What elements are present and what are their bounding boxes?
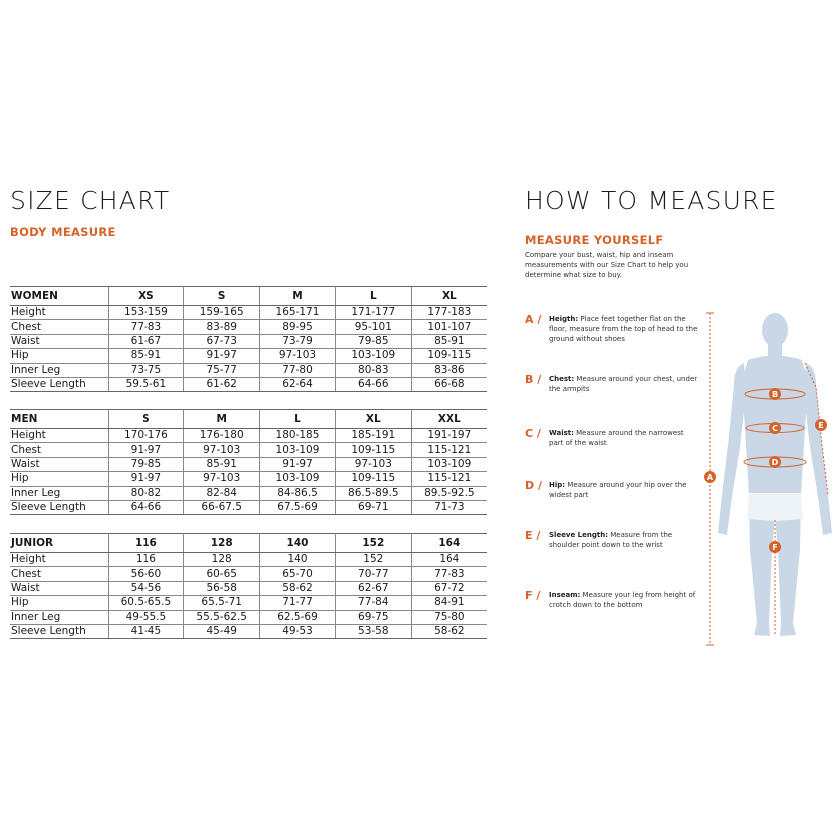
- measure-label: Height: [10, 429, 108, 443]
- table-row: [10, 349, 487, 363]
- measure-value: 109-115: [335, 472, 411, 486]
- measure-value: 61-67: [108, 334, 184, 348]
- measure-value: 58-62: [260, 581, 336, 595]
- measure-value: 54-56: [108, 581, 184, 595]
- measure-label: Inner Leg: [10, 363, 108, 377]
- measure-step-f: [525, 590, 700, 610]
- measure-step-e: [525, 530, 700, 550]
- table-row: [10, 486, 487, 500]
- size-column-header: M: [184, 410, 260, 429]
- measure-value: 71-77: [260, 596, 336, 610]
- measure-intro-text: Compare your bust, waist, hip and inseam measurements with our Size Chart to help you determine what size to buy.: [525, 251, 689, 279]
- marker-label: D: [771, 458, 779, 467]
- measure-value: 66-68: [411, 377, 487, 391]
- measure-value: 165-171: [260, 306, 336, 320]
- size-column-header: 140: [260, 534, 336, 553]
- measure-value: 159-165: [184, 306, 260, 320]
- size-column-header: M: [260, 287, 336, 306]
- table-header-row: [10, 410, 487, 429]
- table-group-label: MEN: [10, 410, 108, 429]
- marker-f: [769, 541, 781, 553]
- measure-value: 80-83: [335, 363, 411, 377]
- step-description: Measure your leg from height of crotch down to the bottom: [549, 591, 696, 609]
- table-row: [10, 596, 487, 610]
- measure-value: 62.5-69: [260, 610, 336, 624]
- measure-value: 64-66: [108, 500, 184, 514]
- measure-value: 41-45: [108, 624, 184, 638]
- measure-value: 67-72: [411, 581, 487, 595]
- measure-value: 91-97: [260, 457, 336, 471]
- measure-value: 69-71: [335, 500, 411, 514]
- measure-label: Hip: [10, 596, 108, 610]
- measure-value: 101-107: [411, 320, 487, 334]
- step-letter: C /: [525, 427, 541, 440]
- marker-b: [769, 388, 781, 400]
- measure-value: 55.5-62.5: [184, 610, 260, 624]
- measure-label: Hip: [10, 472, 108, 486]
- measure-value: 170-176: [108, 429, 184, 443]
- measure-label: Waist: [10, 334, 108, 348]
- step-term: Waist:: [549, 429, 574, 437]
- women-size-table: [10, 286, 487, 392]
- marker-label: F: [772, 543, 778, 552]
- measure-value: 79-85: [335, 334, 411, 348]
- measure-label: Sleeve Length: [10, 500, 108, 514]
- table-header-row: [10, 534, 487, 553]
- step-text: [549, 530, 700, 550]
- step-text: [549, 590, 700, 610]
- step-letter: E /: [525, 529, 541, 542]
- step-text: [549, 428, 700, 448]
- measure-value: 64-66: [335, 377, 411, 391]
- measure-value: 91-97: [108, 443, 184, 457]
- table-row: [10, 457, 487, 471]
- step-description: Measure around the narrowest part of the waist: [549, 429, 684, 447]
- measure-value: 191-197: [411, 429, 487, 443]
- step-description: Place feet together flat on the floor, measure from the top of head to the ground without shoes: [549, 315, 698, 343]
- step-term: Sleeve Length:: [549, 531, 609, 539]
- step-term: Inseam:: [549, 591, 581, 599]
- marker-label: C: [772, 424, 778, 433]
- table-row: [10, 320, 487, 334]
- how-to-measure-title: HOW TO MEASURE: [525, 186, 778, 215]
- step-letter: F /: [525, 589, 541, 602]
- measure-label: Waist: [10, 581, 108, 595]
- step-description: Measure around your chest, under the armpits: [549, 375, 698, 393]
- step-letter: A /: [525, 313, 542, 326]
- measure-value: 58-62: [411, 624, 487, 638]
- measure-value: 84-86.5: [260, 486, 336, 500]
- step-description: Measure around your hip over the widest part: [549, 481, 687, 499]
- measure-step-b: [525, 374, 700, 394]
- marker-d: [769, 456, 781, 468]
- marker-e: [815, 419, 827, 431]
- measure-value: 152: [335, 553, 411, 567]
- measure-value: 83-86: [411, 363, 487, 377]
- measure-value: 83-89: [184, 320, 260, 334]
- measure-value: 103-109: [335, 349, 411, 363]
- measure-value: 73-79: [260, 334, 336, 348]
- step-term: Chest:: [549, 375, 575, 383]
- measure-value: 60-65: [184, 567, 260, 581]
- size-column-header: XL: [411, 287, 487, 306]
- measure-value: 115-121: [411, 443, 487, 457]
- measure-value: 84-91: [411, 596, 487, 610]
- measure-label: Chest: [10, 320, 108, 334]
- measure-value: 65.5-71: [184, 596, 260, 610]
- size-column-header: XL: [335, 410, 411, 429]
- measure-value: 115-121: [411, 472, 487, 486]
- measure-value: 153-159: [108, 306, 184, 320]
- measure-value: 103-109: [411, 457, 487, 471]
- table-row: [10, 363, 487, 377]
- size-column-header: 128: [184, 534, 260, 553]
- measure-value: 75-77: [184, 363, 260, 377]
- measure-value: 77-80: [260, 363, 336, 377]
- marker-c: [769, 422, 781, 434]
- measure-value: 180-185: [260, 429, 336, 443]
- measure-value: 86.5-89.5: [335, 486, 411, 500]
- measure-value: 75-80: [411, 610, 487, 624]
- measure-value: 70-77: [335, 567, 411, 581]
- size-chart-title: SIZE CHART: [10, 186, 171, 215]
- table-row: [10, 443, 487, 457]
- measure-value: 69-75: [335, 610, 411, 624]
- marker-a: [704, 471, 716, 483]
- measure-step-d: [525, 480, 700, 500]
- marker-label: A: [706, 473, 714, 482]
- measure-label: Sleeve Length: [10, 377, 108, 391]
- size-column-header: XXL: [411, 410, 487, 429]
- table-header-row: [10, 287, 487, 306]
- measure-value: 97-103: [260, 349, 336, 363]
- body-figure: [700, 305, 840, 650]
- measure-value: 89.5-92.5: [411, 486, 487, 500]
- measure-step-c: [525, 428, 700, 448]
- measure-value: 59.5-61: [108, 377, 184, 391]
- table-row: [10, 429, 487, 443]
- measure-value: 164: [411, 553, 487, 567]
- measure-value: 67-73: [184, 334, 260, 348]
- measure-value: 62-67: [335, 581, 411, 595]
- measure-value: 95-101: [335, 320, 411, 334]
- measure-value: 91-97: [184, 349, 260, 363]
- table-row: [10, 472, 487, 486]
- measure-value: 176-180: [184, 429, 260, 443]
- measure-label: Hip: [10, 349, 108, 363]
- measure-value: 85-91: [184, 457, 260, 471]
- measure-value: 79-85: [108, 457, 184, 471]
- measure-value: 97-103: [184, 472, 260, 486]
- size-column-header: L: [260, 410, 336, 429]
- measure-value: 62-64: [260, 377, 336, 391]
- size-column-header: 116: [108, 534, 184, 553]
- measure-label: Chest: [10, 443, 108, 457]
- briefs: [747, 493, 803, 521]
- measure-value: 67.5-69: [260, 500, 336, 514]
- measure-label: Chest: [10, 567, 108, 581]
- measure-value: 171-177: [335, 306, 411, 320]
- step-term: Hip:: [549, 481, 566, 489]
- table-row: [10, 624, 487, 638]
- step-letter: D /: [525, 479, 542, 492]
- table-row: [10, 553, 487, 567]
- size-column-header: S: [184, 287, 260, 306]
- body-measure-subtitle: BODY MEASURE: [10, 225, 116, 239]
- measure-value: 185-191: [335, 429, 411, 443]
- size-column-header: 152: [335, 534, 411, 553]
- measure-value: 109-115: [411, 349, 487, 363]
- measure-label: Sleeve Length: [10, 624, 108, 638]
- table-row: [10, 500, 487, 514]
- measure-value: 45-49: [184, 624, 260, 638]
- table-row: [10, 581, 487, 595]
- measure-value: 97-103: [335, 457, 411, 471]
- men-size-table: [10, 409, 487, 515]
- measure-value: 49-55.5: [108, 610, 184, 624]
- measure-value: 85-91: [411, 334, 487, 348]
- junior-size-table: [10, 533, 487, 639]
- measure-value: 85-91: [108, 349, 184, 363]
- measure-value: 91-97: [108, 472, 184, 486]
- table-row: [10, 567, 487, 581]
- measure-value: 65-70: [260, 567, 336, 581]
- table-group-label: WOMEN: [10, 287, 108, 306]
- measure-value: 140: [260, 553, 336, 567]
- measure-value: 77-83: [108, 320, 184, 334]
- measure-value: 177-183: [411, 306, 487, 320]
- measure-value: 56-58: [184, 581, 260, 595]
- measure-value: 53-58: [335, 624, 411, 638]
- measure-value: 80-82: [108, 486, 184, 500]
- size-column-header: S: [108, 410, 184, 429]
- measure-value: 77-84: [335, 596, 411, 610]
- table-row: [10, 377, 487, 391]
- measure-value: 109-115: [335, 443, 411, 457]
- table-row: [10, 610, 487, 624]
- measure-label: Waist: [10, 457, 108, 471]
- step-description: Measure from the shoulder point down to the wrist: [549, 531, 673, 549]
- measure-value: 49-53: [260, 624, 336, 638]
- measure-value: 60.5-65.5: [108, 596, 184, 610]
- measure-step-a: [525, 314, 700, 344]
- measure-value: 103-109: [260, 472, 336, 486]
- table-group-label: JUNIOR: [10, 534, 108, 553]
- measure-value: 97-103: [184, 443, 260, 457]
- marker-label: E: [818, 421, 824, 430]
- measure-value: 71-73: [411, 500, 487, 514]
- measure-value: 56-60: [108, 567, 184, 581]
- measure-value: 73-75: [108, 363, 184, 377]
- measure-label: Height: [10, 306, 108, 320]
- step-text: [549, 480, 700, 500]
- measure-value: 116: [108, 553, 184, 567]
- step-term: Heigth:: [549, 315, 579, 323]
- measure-value: 128: [184, 553, 260, 567]
- measure-label: Height: [10, 553, 108, 567]
- measure-value: 66-67.5: [184, 500, 260, 514]
- step-letter: B /: [525, 373, 542, 386]
- body-silhouette: [718, 313, 832, 636]
- measure-value: 103-109: [260, 443, 336, 457]
- table-row: [10, 306, 487, 320]
- measure-yourself-subtitle: MEASURE YOURSELF: [525, 233, 664, 247]
- step-text: [549, 314, 700, 344]
- measure-label: Inner Leg: [10, 610, 108, 624]
- step-text: [549, 374, 700, 394]
- size-column-header: XS: [108, 287, 184, 306]
- size-column-header: L: [335, 287, 411, 306]
- measure-value: 77-83: [411, 567, 487, 581]
- size-column-header: 164: [411, 534, 487, 553]
- measure-value: 89-95: [260, 320, 336, 334]
- measure-value: 61-62: [184, 377, 260, 391]
- table-row: [10, 334, 487, 348]
- marker-label: B: [771, 390, 779, 399]
- measure-value: 82-84: [184, 486, 260, 500]
- measure-label: Inner Leg: [10, 486, 108, 500]
